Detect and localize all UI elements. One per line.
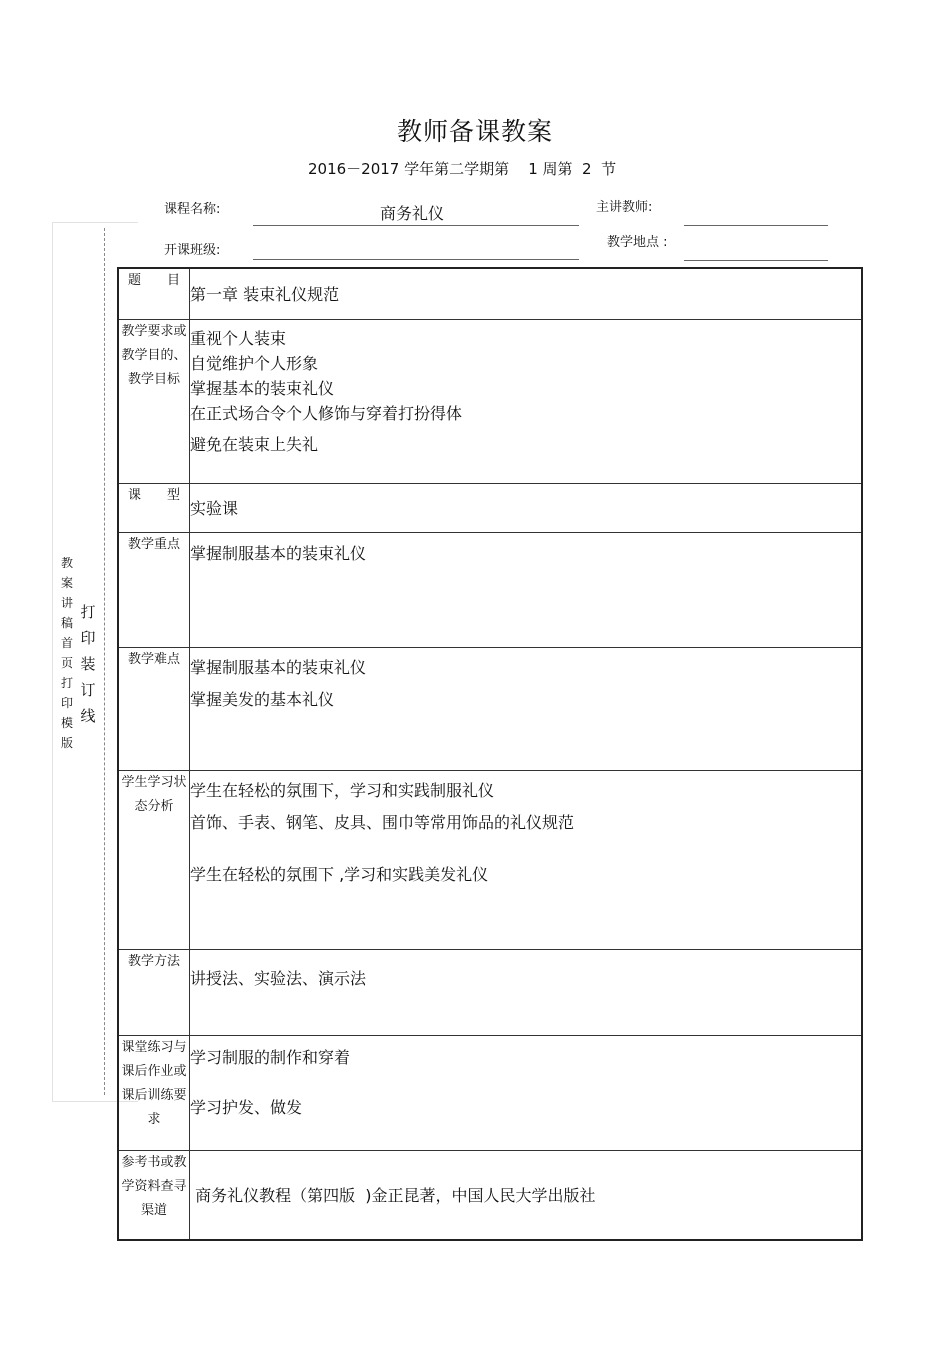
- row-content-references: [190, 1150, 863, 1240]
- content-line: 掌握基本的装束礼仪: [190, 378, 335, 398]
- table-row: [118, 949, 862, 1035]
- content-line: 实验课: [190, 499, 239, 518]
- row-label-text: 教学方法: [127, 953, 180, 969]
- content-line: 避免在装束上失礼: [190, 434, 319, 454]
- row-label-exercises: [118, 1035, 190, 1150]
- row-label-type: [118, 483, 190, 532]
- page-title: 教师备课教案: [396, 117, 553, 146]
- location-label: 教学地点 :: [607, 235, 668, 250]
- row-content-student-analysis: [190, 770, 863, 949]
- table-row: [118, 319, 862, 483]
- content-line: 讲授法、实验法、演示法: [190, 968, 367, 988]
- row-content-methods: [190, 949, 863, 1035]
- course-underline: [253, 225, 579, 226]
- location-underline: [684, 260, 828, 261]
- content-line: 重视个人装束: [190, 328, 287, 348]
- binding-dashed-line: [104, 228, 105, 1095]
- content-line: 学习护发、做发: [190, 1097, 303, 1117]
- row-label-key-points: [118, 532, 190, 647]
- content-line: 学生在轻松的氛围下 ,学习和实践美发礼仪: [190, 864, 489, 884]
- template-vertical-label: 教案讲稿首页打印模版: [60, 556, 73, 750]
- table-row: [118, 532, 862, 647]
- content-line: 学习制服的制作和穿着: [190, 1047, 351, 1067]
- content-line: 掌握制服基本的装束礼仪: [190, 657, 367, 677]
- row-label-text: 学生学习状态分析: [121, 774, 187, 814]
- row-content-exercises: [190, 1035, 863, 1150]
- course-value: 商务礼仪: [380, 204, 445, 223]
- course-label: 课程名称:: [164, 202, 221, 217]
- row-label-references: [118, 1150, 190, 1240]
- class-label: 开课班级:: [164, 243, 221, 258]
- table-row: [118, 483, 862, 532]
- content-line: 在正式场合令个人修饰与穿着打扮得体: [190, 403, 463, 423]
- class-underline: [253, 259, 579, 260]
- row-label-topic: [118, 268, 190, 319]
- row-label-text: 课 型: [127, 487, 180, 503]
- table-row: [118, 1150, 862, 1240]
- content-line: 学生在轻松的氛围下，学习和实践制服礼仪: [190, 780, 495, 800]
- row-label-difficulties: [118, 647, 190, 770]
- content-line: 首饰、手表、钢笔、皮具、围巾等常用饰品的礼仪规范: [190, 812, 575, 832]
- row-content-key-points: [190, 532, 863, 647]
- table-row: [118, 770, 862, 949]
- row-label-text: 教学重点: [127, 536, 180, 552]
- binding-line-label: 打印装订线: [80, 603, 96, 725]
- row-label-text: 题 目: [127, 273, 180, 288]
- row-label-text: 教学要求或教学目的、教学目标: [121, 323, 187, 387]
- content-line: 掌握美发的基本礼仪: [190, 689, 335, 709]
- table-row: [118, 268, 862, 319]
- content-line: 第一章 装束礼仪规范: [190, 285, 340, 305]
- row-label-text: 课堂练习与课后作业或课后训练要求: [121, 1039, 187, 1127]
- table-row: [118, 647, 862, 770]
- teacher-label: 主讲教师:: [596, 200, 653, 215]
- content-line: 自觉维护个人形象: [190, 353, 319, 373]
- term-subtitle: 2016－2017 学年第二学期第 1 周第 2 节: [308, 160, 617, 178]
- table-row: [118, 1035, 862, 1150]
- lesson-plan-table: [117, 267, 863, 1241]
- content-line: 商务礼仪教程（第四版 )金正昆著，中国人民大学出版社: [190, 1186, 596, 1206]
- row-label-objectives: [118, 319, 190, 483]
- row-content-type: [190, 483, 863, 532]
- content-line: 掌握制服基本的装束礼仪: [190, 543, 367, 563]
- teacher-underline: [684, 225, 828, 226]
- row-label-student-analysis: [118, 770, 190, 949]
- row-content-objectives: [190, 319, 863, 483]
- row-label-text: 参考书或教学资料查寻渠道: [121, 1154, 187, 1218]
- row-content-topic: [190, 268, 863, 319]
- row-content-difficulties: [190, 647, 863, 770]
- row-label-text: 教学难点: [127, 651, 180, 667]
- row-label-methods: [118, 949, 190, 1035]
